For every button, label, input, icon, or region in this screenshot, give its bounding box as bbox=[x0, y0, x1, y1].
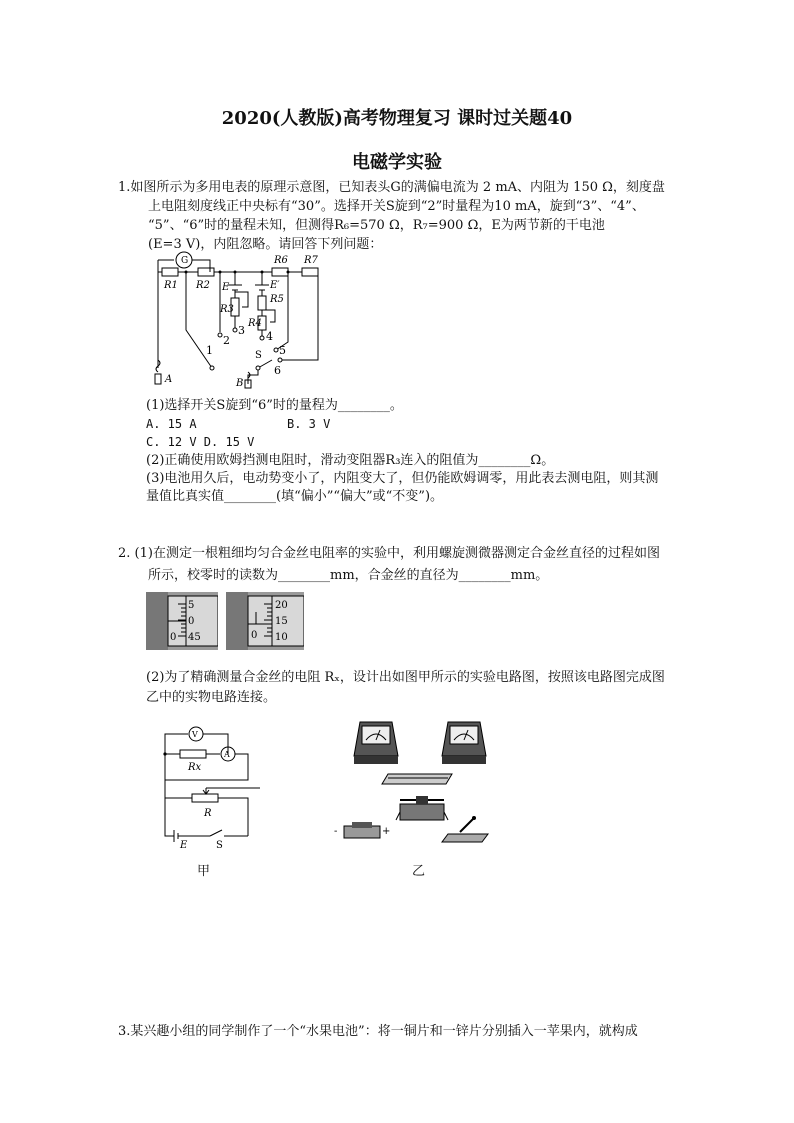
label-E-jia: E bbox=[180, 840, 188, 850]
node-6: 6 bbox=[274, 364, 281, 377]
knife-switch-icon bbox=[442, 816, 488, 842]
q1-line1: 1.如图所示为多用电表的原理示意图，已知表头G的满偏电流为 2 mA、内阻为 150 Ω，刻度盘 bbox=[118, 180, 665, 195]
micrometer2-zero: 0 bbox=[251, 630, 258, 641]
q2-sub2-line1: (2)为了精确测量合金丝的电阻 Rₓ，设计出如图甲所示的实验电路图，按照该电路图完成图 bbox=[146, 670, 665, 685]
label-voltmeter: V bbox=[192, 730, 198, 739]
ammeter-device-icon bbox=[442, 722, 486, 764]
label-S-jia: S bbox=[216, 840, 223, 850]
q1-line3: “5”、“6”时的量程未知，但测得R₆=570 Ω，R₇=900 Ω，E为两节新的干电池 bbox=[148, 218, 605, 233]
label-S: S bbox=[255, 350, 262, 361]
label-A: A bbox=[165, 374, 173, 385]
q2-line2: 所示，校零时的读数为________mm，合金丝的直径为________mm。 bbox=[148, 568, 549, 583]
label-ammeter: A bbox=[224, 750, 230, 759]
micrometer2-tick-a: 20 bbox=[275, 600, 288, 611]
micrometer1-tick-b: 0 bbox=[188, 616, 195, 627]
q1-option-cd: C. 12 V D. 15 V bbox=[146, 435, 255, 449]
micrometer1-tick-c: 45 bbox=[188, 632, 201, 643]
resistance-wire-icon bbox=[382, 774, 452, 784]
label-E: E bbox=[222, 282, 230, 293]
micrometer-wire-reading bbox=[226, 592, 304, 650]
q1-line2: 上电阻刻度线正中央标有“30”。选择开关S旋到“2”时量程为10 mA，旋到“3”、“4”、 bbox=[148, 199, 645, 214]
q1-option-b: B. 3 V bbox=[287, 417, 331, 431]
label-R4: R4 bbox=[248, 318, 262, 329]
node-1: 1 bbox=[206, 344, 213, 357]
label-R: R bbox=[204, 808, 212, 819]
micrometer1-zero: 0 bbox=[170, 632, 177, 643]
battery-icon bbox=[334, 822, 390, 838]
page-title: 2020(人教版)高考物理复习 课时过关题40 bbox=[221, 108, 573, 129]
label-R6: R6 bbox=[274, 255, 288, 266]
voltmeter-device-icon bbox=[354, 722, 398, 764]
q2-line1: 2. (1)在测定一根粗细均匀合金丝电阻率的实验中，利用螺旋测微器测定合金丝直径的过程如图 bbox=[118, 546, 660, 561]
svg-text:-: - bbox=[334, 826, 338, 837]
micrometer-zero-reading bbox=[146, 592, 218, 650]
q1-sub3-line1: (3)电池用久后，电动势变小了，内阻变大了，但仍能欧姆调零，用此表去测电阻，则其测 bbox=[146, 471, 659, 486]
label-R3: R3 bbox=[220, 304, 234, 315]
q1-sub3-line2: 量值比真实值________(填“偏小”“偏大”或“不变”)。 bbox=[146, 489, 444, 504]
label-R7: R7 bbox=[304, 255, 318, 266]
q1-line4: (E=3 V)，内阻忽略。请回答下列问题： bbox=[148, 237, 383, 252]
multimeter-circuit-diagram bbox=[140, 250, 340, 390]
label-G: G bbox=[181, 256, 189, 266]
caption-jia: 甲 bbox=[197, 864, 211, 879]
micrometer2-tick-c: 10 bbox=[275, 632, 288, 643]
micrometer2-tick-b: 15 bbox=[275, 616, 288, 627]
q1-sub1: (1)选择开关S旋到“6”时的量程为________。 bbox=[146, 398, 403, 413]
apparatus-figure-yi bbox=[330, 716, 510, 851]
node-4: 4 bbox=[266, 330, 273, 343]
svg-text:+: + bbox=[382, 826, 391, 837]
label-R5: R5 bbox=[270, 294, 284, 305]
micrometer1-tick-a: 5 bbox=[188, 600, 195, 611]
label-R2: R2 bbox=[196, 280, 210, 291]
label-R1: R1 bbox=[164, 280, 178, 291]
schematic-figure-jia bbox=[150, 720, 260, 850]
rheostat-icon bbox=[396, 796, 448, 820]
label-E-prime: E′ bbox=[270, 280, 280, 291]
label-Rx: Rx bbox=[188, 762, 202, 773]
q2-sub2-line2: 乙中的实物电路连接。 bbox=[146, 690, 277, 705]
caption-yi: 乙 bbox=[412, 864, 426, 879]
label-B: B bbox=[236, 378, 244, 389]
q1-option-a: A. 15 A bbox=[146, 417, 197, 431]
q1-sub2: (2)正确使用欧姆挡测电阻时，滑动变阻器R₃连入的阻值为________Ω。 bbox=[146, 453, 555, 468]
q3-line1: 3.某兴趣小组的同学制作了一个“水果电池”：将一铜片和一锌片分别插入一苹果内，就构成 bbox=[118, 1024, 638, 1039]
node-2: 2 bbox=[223, 334, 230, 347]
node-5: 5 bbox=[279, 344, 286, 357]
page-subtitle: 电磁学实验 bbox=[352, 152, 442, 173]
node-3: 3 bbox=[238, 324, 245, 337]
